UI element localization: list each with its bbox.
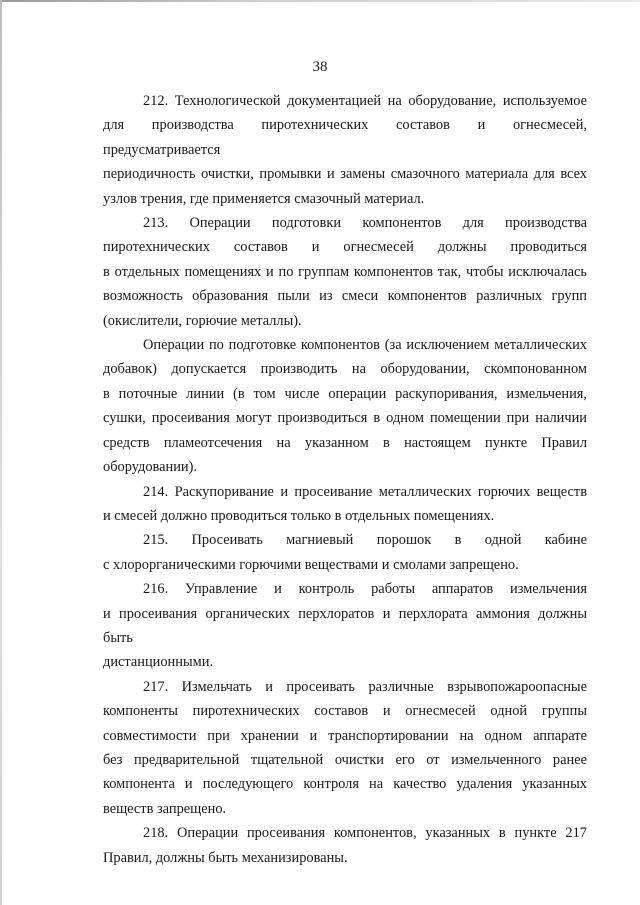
- text-line: с хлорорганическими горючими веществами и смолами запрещено.: [103, 556, 519, 573]
- text-line: 214. Раскупоривание и просеивание металлических горючих веществ: [143, 483, 587, 500]
- scan-edge-top: [0, 0, 640, 2]
- text-line: пиротехнических составов и огнесмесей должны проводиться: [103, 239, 587, 256]
- paragraph: [103, 211, 587, 333]
- text-line: узлов трения, где применяется смазочный материал.: [103, 190, 425, 207]
- paragraph: [103, 480, 587, 529]
- text-line: в отдельных помещениях и по группам компонентов так, чтобы исключалась: [103, 263, 587, 280]
- text-line: дистанционными.: [103, 654, 214, 671]
- text-line: Операции по подготовке компонентов (за исключением металлических: [143, 337, 587, 354]
- text-line: оборудовании).: [103, 459, 198, 476]
- text-line: совместимости при хранении и транспортировании на одном аппарате: [103, 727, 587, 744]
- text-line: и смесей должно проводиться только в отдельных помещениях.: [103, 507, 495, 524]
- text-line: 216. Управление и контроль работы аппаратов измельчения: [143, 581, 587, 598]
- text-line: 218. Операции просеивания компонентов, указанных в пункте 217: [143, 825, 587, 842]
- text-line: средств пламеотсечения на указанном в настоящем пункте Правил: [103, 434, 587, 451]
- text-line: 213. Операции подготовки компонентов для производства: [143, 215, 587, 232]
- text-line: без предварительной тщательной очистки его от измельченного ранее: [103, 751, 587, 768]
- text-line: Правил, должны быть механизированы.: [103, 849, 348, 866]
- text-line: веществ запрещено.: [103, 800, 227, 817]
- text-line: для производства пиротехнических составов и огнесмесей, предусматривается: [103, 117, 587, 158]
- paragraph: [103, 577, 587, 675]
- page-number: 38: [312, 59, 328, 75]
- scan-edge-left: [0, 0, 2, 905]
- text-line: в поточные линии (в том числе операции раскупоривания, измельчения,: [103, 385, 587, 402]
- text-line: и просеивания органических перхлоратов и перхлората аммония должны быть: [103, 605, 587, 646]
- text-line: компоненты пиротехнических составов и огнесмесей одной группы: [103, 703, 587, 720]
- paragraph: [103, 528, 587, 577]
- paragraph: [103, 675, 587, 821]
- paragraph: [103, 333, 587, 479]
- text-line: (окислители, горючие металлы).: [103, 312, 302, 329]
- text-line: возможность образования пыли из смеси компонентов различных групп: [103, 288, 587, 305]
- paragraph: [103, 821, 587, 870]
- text-line: периодичность очистки, промывки и замены смазочного материала для всех: [103, 166, 587, 183]
- paragraph: [103, 89, 587, 211]
- text-line: сушки, просеивания могут производиться в одном помещении при наличии: [103, 410, 587, 427]
- text-line: добавок) допускается производить на оборудовании, скомпонованном: [103, 361, 587, 378]
- text-line: 215. Просеивать магниевый порошок в одной кабине: [143, 532, 587, 549]
- document-body: [103, 89, 587, 870]
- text-line: 217. Измельчать и просеивать различные взрывопожароопасные: [143, 678, 587, 695]
- text-line: 212. Технологической документацией на оборудование, используемое: [143, 93, 587, 109]
- text-line: компонента и последующего контроля на качество удаления указанных: [103, 776, 587, 793]
